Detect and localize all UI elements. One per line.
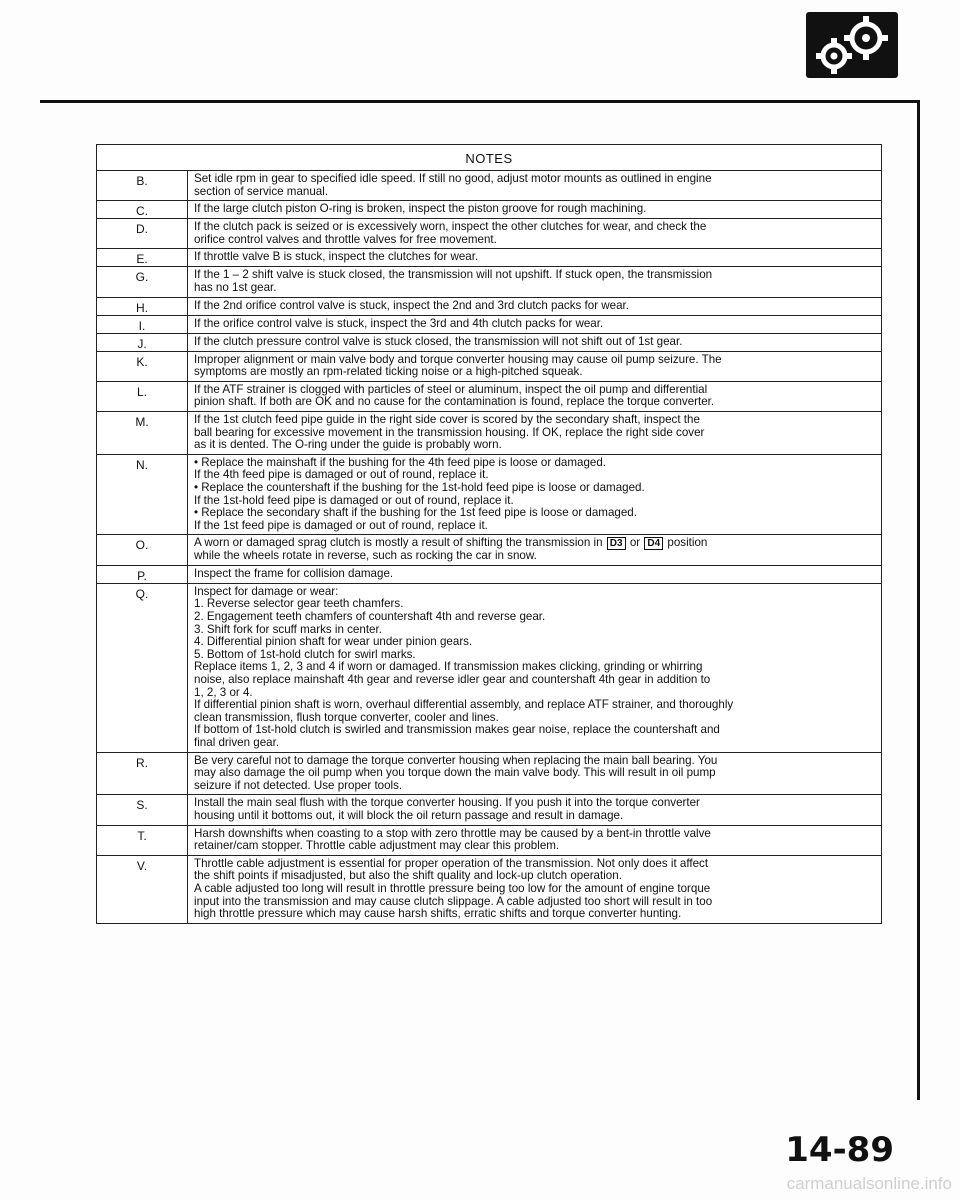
note-text (188, 584, 881, 752)
note-line: the shift points if misadjusted, but also the shift quality and lock-up clutch operation. (194, 869, 622, 883)
note-line: section of service manual. (194, 184, 329, 198)
note-text (188, 412, 881, 454)
note-line: If the 1st-hold feed pipe is damaged or out of round, replace it. (194, 493, 514, 507)
note-line: housing until it bottoms out, it will block the oil return passage and result in damage. (194, 808, 624, 822)
d3-position-key: D3 (607, 537, 626, 550)
note-line: If bottom of 1st-hold clutch is swirled and transmission makes gear noise, replace the countershaft and (194, 723, 720, 737)
note-line: Improper alignment or main valve body and torque converter housing may cause oil pump seizure. The (194, 352, 722, 366)
note-row (97, 535, 881, 566)
note-text-part: position (667, 536, 708, 550)
notes-title: NOTES (97, 145, 881, 171)
note-line: Inspect for damage or wear: (194, 584, 339, 598)
note-line: If the 2nd orifice control valve is stuck, inspect the 2nd and 3rd clutch packs for wear. (194, 298, 629, 312)
note-line: 1. Reverse selector gear teeth chamfers. (194, 597, 404, 611)
note-text (188, 856, 881, 923)
note-row (97, 267, 881, 297)
note-line: If the clutch pack is seized or is excessively worn, inspect the other clutches for wear, and check the (194, 220, 707, 234)
note-row (97, 219, 881, 249)
note-line: Inspect the frame for collision damage. (194, 566, 394, 580)
note-row (97, 334, 881, 352)
note-text (188, 535, 881, 565)
page-number: 14-89 (785, 1130, 894, 1170)
note-row (97, 382, 881, 412)
note-line: has no 1st gear. (194, 280, 277, 294)
note-line: Be very careful not to damage the torque converter housing when replacing the main ball bearing. You (194, 753, 718, 767)
note-text (188, 795, 881, 824)
note-row (97, 412, 881, 455)
note-line: retainer/cam stopper. Throttle cable adjustment may clear this problem. (194, 839, 560, 853)
note-row (97, 171, 881, 201)
note-letter: H. (97, 298, 188, 315)
note-row (97, 298, 881, 316)
note-letter: E. (97, 249, 188, 266)
note-row (97, 856, 881, 923)
note-line: If throttle valve B is stuck, inspect the clutches for wear. (194, 250, 479, 264)
note-line: If the orifice control valve is stuck, inspect the 3rd and 4th clutch packs for wear. (194, 316, 604, 330)
note-line: • Replace the mainshaft if the bushing for the 4th feed pipe is loose or damaged. (194, 455, 607, 469)
note-line: seizure if not detected. Use proper tools. (194, 778, 403, 792)
d4-position-key: D4 (644, 537, 663, 550)
note-row (97, 201, 881, 219)
note-line: • Replace the secondary shaft if the bushing for the 1st feed pipe is loose or damaged. (194, 506, 637, 520)
note-text (188, 455, 881, 535)
note-line: If the clutch pressure control valve is stuck closed, the transmission will not shift out of 1st gear. (194, 334, 683, 348)
note-row (97, 753, 881, 796)
top-rule (40, 100, 920, 103)
note-line: final driven gear. (194, 736, 280, 749)
note-line: clean transmission, flush torque converter, cooler and lines. (194, 710, 499, 724)
note-letter: B. (97, 171, 188, 200)
note-text (188, 753, 881, 795)
right-rule (917, 100, 920, 1100)
note-row (97, 249, 881, 267)
note-line: 1, 2, 3 or 4. (194, 685, 253, 699)
note-text (188, 382, 881, 411)
note-line: If the 1st clutch feed pipe guide in the right side cover is scored by the secondary shaft, inspect the (194, 412, 700, 426)
note-letter: I. (97, 316, 188, 333)
note-line: Throttle cable adjustment is essential for proper operation of the transmission. Not only does it affect (194, 856, 709, 870)
note-line: Install the main seal flush with the torque converter housing. If you push it into the torque converter (194, 796, 700, 810)
note-letter: M. (97, 412, 188, 454)
note-letter: L. (97, 382, 188, 411)
note-letter: C. (97, 201, 188, 218)
notes-rows (97, 171, 881, 923)
note-line: may also damage the oil pump when you torque down the main valve body. This will result in oil pump (194, 766, 716, 780)
note-line: symptoms are mostly an rpm-related ticking noise or a high-pitched squeak. (194, 365, 583, 379)
note-text (188, 219, 881, 248)
note-row (97, 826, 881, 856)
note-line: Set idle rpm in gear to specified idle speed. If still no good, adjust motor mounts as outlined in engine (194, 172, 712, 185)
note-line: If the ATF strainer is clogged with particles of steel or aluminum, inspect the oil pump and differential (194, 382, 708, 396)
note-line: 2. Engagement teeth chamfers of countershaft 4th and reverse gear. (194, 610, 546, 624)
note-line: ball bearing for excessive movement in the transmission housing. If OK, replace the right side cover (194, 425, 705, 439)
note-letter: D. (97, 219, 188, 248)
note-line: input into the transmission and may cause clutch slippage. A cable adjusted too short will result in too (194, 894, 713, 908)
note-text-part: A worn or damaged sprag clutch is mostly a result of shifting the transmission in (194, 536, 603, 550)
note-line: pinion shaft. If both are OK and no cause for the contamination is found, replace the torque converter. (194, 395, 715, 409)
note-line: 5. Bottom of 1st-hold clutch for swirl marks. (194, 647, 416, 661)
note-text-part: or (629, 536, 641, 550)
note-letter: Q. (97, 584, 188, 752)
note-letter: G. (97, 267, 188, 296)
note-line: noise, also replace mainshaft 4th gear and reverse idler gear and countershaft 4th gear in addition to (194, 673, 711, 687)
note-text (188, 566, 881, 583)
watermark: carmanualsonline.info (786, 1174, 952, 1193)
note-line: 3. Shift fork for scuff marks in center. (194, 622, 382, 636)
note-letter: P. (97, 566, 188, 583)
note-letter: J. (97, 334, 188, 351)
note-line: high throttle pressure which may cause harsh shifts, erratic shifts and torque converter hunting. (194, 907, 682, 921)
note-text (188, 267, 881, 296)
note-letter: V. (97, 856, 188, 923)
note-letter: N. (97, 455, 188, 535)
note-text (188, 249, 881, 266)
note-letter: K. (97, 352, 188, 381)
note-row (97, 455, 881, 536)
note-text (188, 171, 881, 200)
gears-icon (806, 12, 898, 78)
note-line: Replace items 1, 2, 3 and 4 if worn or damaged. If transmission makes clicking, grinding or whirring (194, 660, 703, 674)
note-row (97, 566, 881, 584)
note-line: A cable adjusted too long will result in throttle pressure being too low for the amount of engine torque (194, 881, 711, 895)
note-letter: S. (97, 795, 188, 824)
note-letter: T. (97, 826, 188, 855)
note-text (188, 201, 881, 218)
note-line: orifice control valves and throttle valves for free movement. (194, 232, 497, 246)
note-line: If differential pinion shaft is worn, overhaul differential assembly, and replace ATF strainer, and thoroughly (194, 698, 734, 712)
note-line: If the 4th feed pipe is damaged or out of round, replace it. (194, 468, 489, 482)
note-row (97, 352, 881, 382)
note-text (188, 352, 881, 381)
note-line: while the wheels rotate in reverse, such as rocking the car in snow. (194, 549, 537, 563)
note-line: as it is dented. The O-ring under the guide is probably worn. (194, 438, 502, 452)
note-letter: O. (97, 535, 188, 565)
note-row (97, 316, 881, 334)
note-line: 4. Differential pinion shaft for wear under pinion gears. (194, 635, 473, 649)
note-text (188, 334, 881, 351)
notes-table (96, 144, 882, 924)
note-line: Harsh downshifts when coasting to a stop with zero throttle may be caused by a bent-in throttle valve (194, 826, 711, 840)
note-letter: R. (97, 753, 188, 795)
note-row (97, 795, 881, 825)
note-line: If the 1st feed pipe is damaged or out of round, replace it. (194, 518, 488, 532)
note-text (188, 826, 881, 855)
note-text (188, 298, 881, 315)
note-row (97, 584, 881, 753)
note-line: If the large clutch piston O-ring is broken, inspect the piston groove for rough machining. (194, 202, 647, 216)
note-line: If the 1 – 2 shift valve is stuck closed, the transmission will not upshift. If stuck open, the transmission (194, 268, 713, 282)
note-line: • Replace the countershaft if the bushing for the 1st-hold feed pipe is loose or damaged. (194, 480, 645, 494)
note-text (188, 316, 881, 333)
